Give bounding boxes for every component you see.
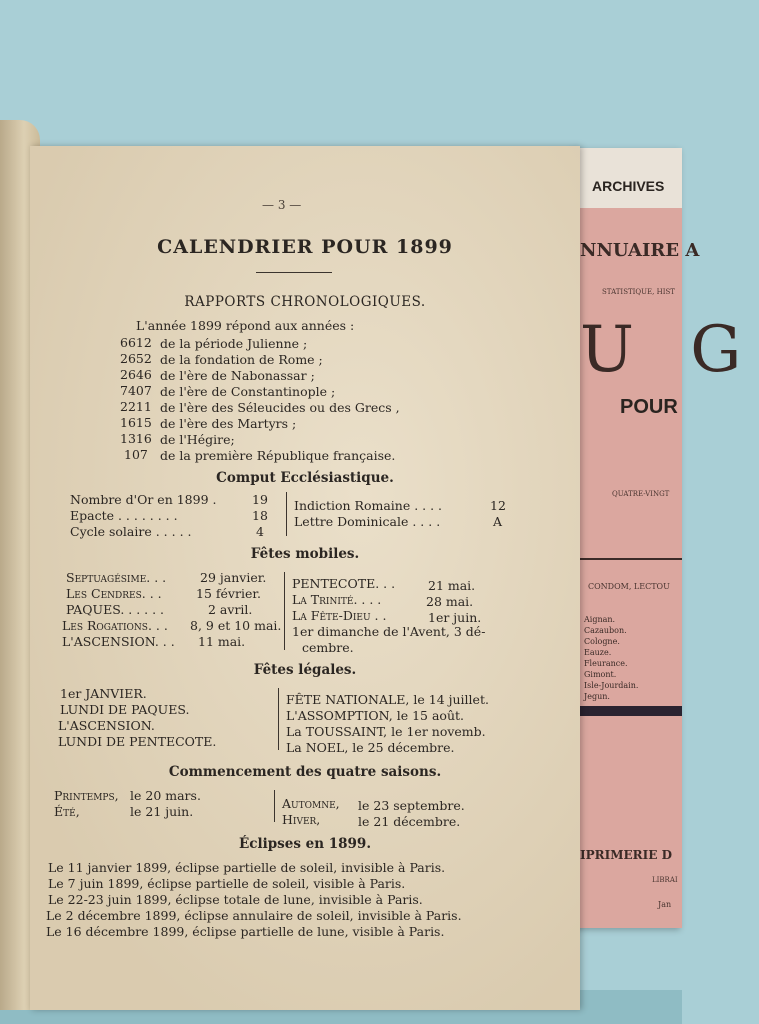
legale-left: LUNDI DE PAQUES. (60, 702, 190, 717)
booklet-imprimerie: IPRIMERIE D (580, 848, 672, 862)
booklet-jan: Jan (658, 900, 672, 909)
legales-heading: Fêtes légales. (253, 662, 357, 678)
saison-label: Été, (54, 804, 80, 819)
booklet-place: Cologne. (584, 637, 620, 646)
booklet-place: Eauze. (584, 648, 612, 657)
rapport-num: 1615 (120, 415, 152, 430)
comput-heading: Comput Ecclésiastique. (216, 470, 394, 486)
booklet-annuaire: NNUAIRE A (580, 240, 700, 261)
saison-value: le 21 décembre. (358, 814, 461, 829)
mobile-value: 1er juin. (428, 610, 482, 625)
eclipses-heading: Éclipses en 1899. (238, 836, 372, 852)
rapport-text: de l'Hégire; (160, 432, 235, 447)
legale-left: L'ASCENSION. (58, 718, 155, 733)
rapport-num: 107 (124, 447, 148, 462)
booklet-place: Gimont. (584, 670, 617, 679)
page-number: — 3 — (262, 198, 302, 212)
comput-label: Lettre Dominicale . . . . (294, 514, 441, 529)
mobile-note: cembre. (302, 640, 354, 655)
rapport-text: de l'ère de Nabonassar ; (160, 368, 315, 383)
booklet-libra: LIBRAI (652, 876, 678, 884)
rapport-num: 2652 (120, 351, 152, 366)
comput-value: 12 (490, 498, 506, 513)
comput-divider (286, 492, 287, 536)
legale-right: La NOEL, le 25 décembre. (286, 740, 455, 755)
comput-label: Cycle solaire . . . . . (70, 524, 192, 539)
legale-right: La TOUSSAINT, le 1er novemb. (286, 724, 486, 739)
rapport-text: de l'ère des Séleucides ou des Grecs , (160, 400, 400, 415)
mobile-value: 2 avril. (208, 602, 253, 617)
legales-divider (278, 688, 279, 750)
rapport-text: de la première République française. (160, 448, 396, 463)
rapport-text: de la fondation de Rome ; (160, 352, 323, 367)
rapport-num: 6612 (120, 335, 152, 350)
comput-value: A (493, 514, 503, 529)
booklet-condom: CONDOM, LECTOU (588, 582, 670, 591)
mobile-value: 21 mai. (428, 578, 476, 593)
title-rule (256, 272, 332, 273)
saison-label: Hiver, (282, 812, 321, 827)
eclipse-line: Le 11 janvier 1899, éclipse partielle de soleil, invisible à Paris. (48, 860, 446, 875)
eclipse-line: Le 2 décembre 1899, éclipse annulaire de soleil, invisible à Paris. (46, 908, 462, 923)
booklet-subtitle: STATISTIQUE, HIST (602, 288, 675, 296)
comput-value: 19 (252, 492, 268, 507)
booklet-quatre: QUATRE-VINGT (612, 490, 670, 498)
rapports-heading: RAPPORTS CHRONOLOGIQUES. (184, 294, 426, 310)
eclipse-line: Le 22-23 juin 1899, éclipse totale de lune, invisible à Paris. (48, 892, 423, 907)
mobile-label: La Fête-Dieu . . (292, 608, 387, 623)
mobile-label: L'ASCENSION. . . (62, 634, 175, 649)
saison-label: Printemps, (54, 788, 119, 803)
booklet-place: Aignan. (584, 615, 616, 624)
mobile-value: 28 mai. (426, 594, 474, 609)
saison-value: le 20 mars. (130, 788, 201, 803)
booklet-bar (578, 706, 682, 716)
mobile-label: PAQUES. . . . . . (66, 602, 165, 617)
comput-label: Nombre d'Or en 1899 . (70, 492, 217, 507)
mobile-value: 8, 9 et 10 mai. (190, 618, 282, 633)
mobile-value: 29 janvier. (200, 570, 267, 585)
legale-left: LUNDI DE PENTECOTE. (58, 734, 217, 749)
rapport-num: 7407 (120, 383, 152, 398)
rapport-num: 1316 (120, 431, 152, 446)
booklet-place: Fleurance. (584, 659, 628, 668)
rapport-text: de l'ère de Constantinople ; (160, 384, 336, 399)
booklet-place: Jegun. (584, 692, 610, 701)
calendar-page (30, 146, 580, 1010)
comput-value: 4 (256, 524, 264, 539)
mobile-label: Septuagésime. . . (66, 570, 167, 585)
mobile-value: 11 mai. (198, 634, 246, 649)
eclipse-line: Le 16 décembre 1899, éclipse partielle de lune, visible à Paris. (46, 924, 445, 939)
saisons-divider (274, 790, 275, 822)
booklet-place: Isle-Jourdain. (584, 681, 639, 690)
rapport-text: de la période Julienne ; (160, 336, 308, 351)
mobile-label: Les Rogations. . . (62, 618, 168, 633)
booklet-cover (572, 148, 759, 928)
comput-label: Indiction Romaine . . . . (294, 498, 443, 513)
booklet-place: Cazaubon. (584, 626, 627, 635)
mobile-label: PENTECOTE. . . (292, 576, 396, 591)
mobiles-heading: Fêtes mobiles. (250, 546, 360, 562)
legale-right: L'ASSOMPTION, le 15 août. (286, 708, 465, 723)
legale-left: 1er JANVIER. (60, 686, 147, 701)
legale-right: FÊTE NATIONALE, le 14 juillet. (286, 692, 489, 707)
rapport-text: de l'ère des Martyrs ; (160, 416, 297, 431)
rapports-intro: L'année 1899 répond aux années : (136, 318, 355, 333)
booklet-archives: ARCHIVES (592, 178, 665, 194)
saison-value: le 23 septembre. (358, 798, 465, 813)
mobile-note: 1er dimanche de l'Avent, 3 dé- (292, 624, 486, 639)
saison-label: Automne, (282, 796, 340, 811)
saisons-heading: Commencement des quatre saisons. (168, 764, 442, 780)
booklet-pour: POUR (620, 396, 678, 418)
comput-value: 18 (252, 508, 268, 523)
booklet-rule (578, 558, 682, 560)
rapport-num: 2646 (120, 367, 152, 382)
mobile-value: 15 février. (196, 586, 261, 601)
comput-label: Epacte . . . . . . . . (70, 508, 178, 523)
page-title: CALENDRIER POUR 1899 (157, 236, 453, 258)
booklet-big-title: U G (580, 313, 759, 387)
mobile-label: La Trinité. . . . (292, 592, 382, 607)
rapport-num: 2211 (120, 399, 152, 414)
mobile-label: Les Cendres. . . (66, 586, 162, 601)
booklet-places (584, 614, 638, 702)
mobiles-divider (284, 572, 285, 650)
eclipse-line: Le 7 juin 1899, éclipse partielle de soleil, visible à Paris. (48, 876, 406, 891)
saison-value: le 21 juin. (130, 804, 194, 819)
